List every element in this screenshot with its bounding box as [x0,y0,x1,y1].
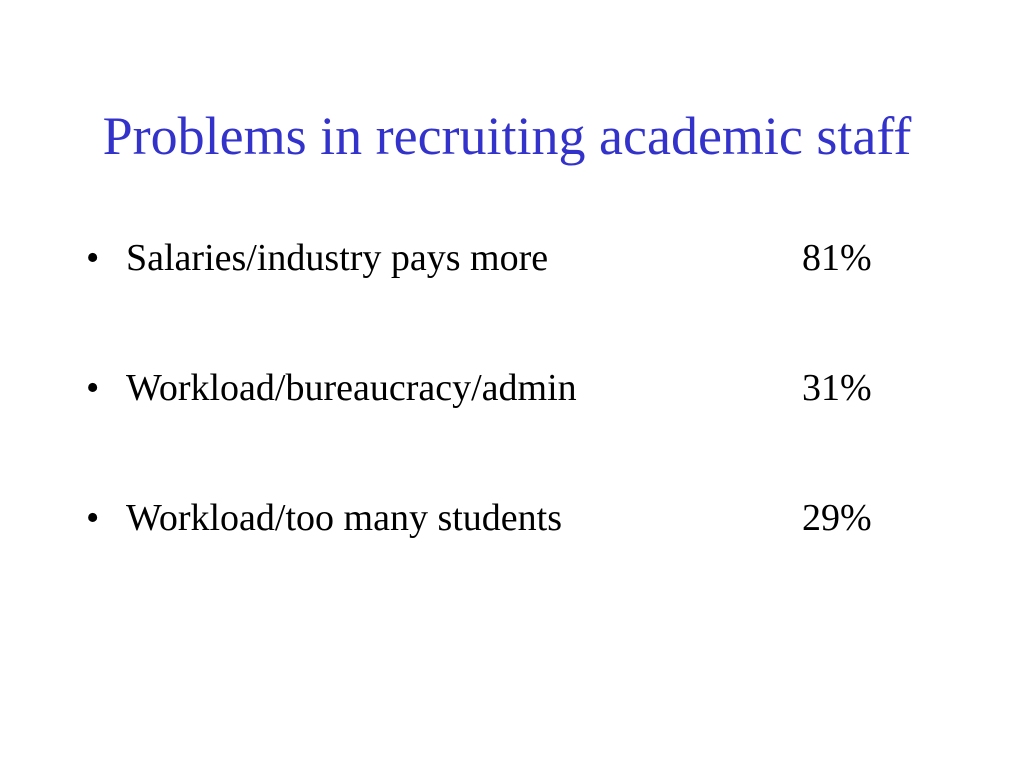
bullet-percentage: 29% [802,497,872,539]
bullet-icon: • [86,367,100,409]
bullet-percentage: 81% [802,237,872,279]
slide-title: Problems in recruiting academic staff [102,106,912,166]
bullet-percentage: 31% [802,367,872,409]
bullet-label: Workload/too many students [126,497,562,539]
bullet-item-salaries [86,232,916,362]
bullet-item-bureaucracy [86,362,916,492]
bullet-list [86,232,916,622]
bullet-icon: • [86,237,100,279]
bullet-label: Salaries/industry pays more [126,237,549,279]
bullet-item-students [86,492,916,622]
bullet-icon: • [86,497,100,539]
bullet-label: Workload/bureaucracy/admin [126,367,577,409]
